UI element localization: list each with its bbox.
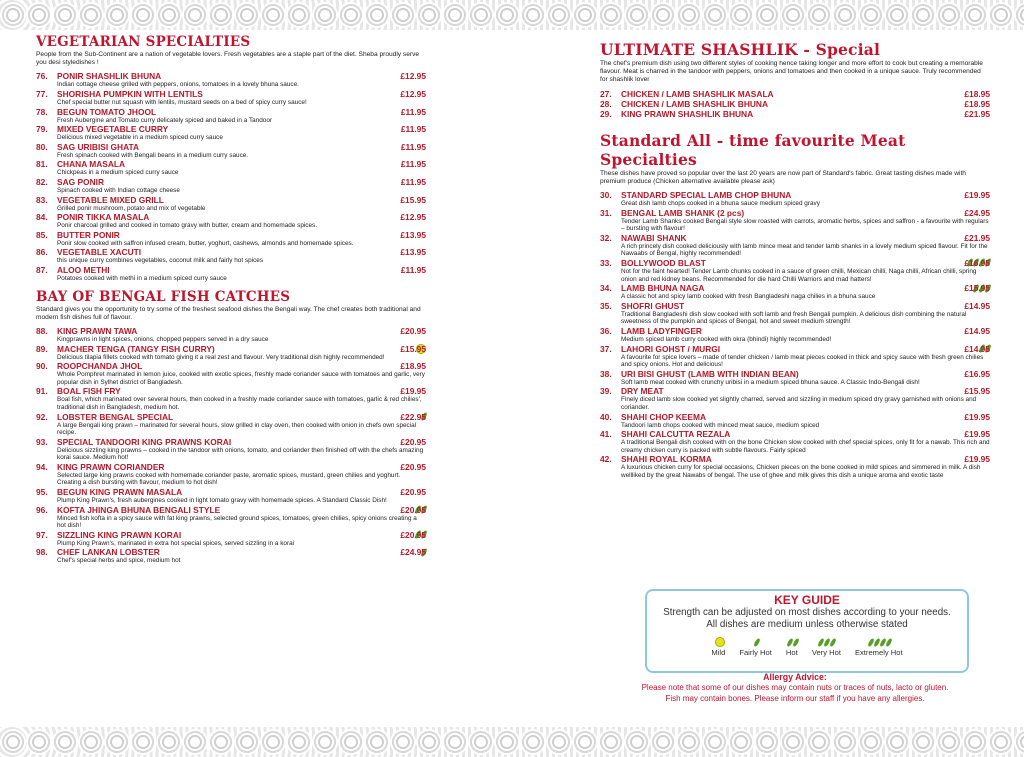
item-name: KING PRAWN CORIANDER xyxy=(57,461,165,472)
item-price: £18.95 xyxy=(964,88,990,99)
item-name: LOBSTER BENGAL SPECIAL xyxy=(57,411,174,422)
allergy-title: Allergy Advice: xyxy=(763,672,827,682)
item-description: Fresh spinach cooked with Bengali beans in a medium curry sauce. xyxy=(57,151,249,159)
vegetarian-title: VEGETARIAN SPECIALTIES xyxy=(36,34,251,50)
item-description: A favourite for spice lovers – made of tender chicken / lamb meat pieces cooked in thick and spicy sauce with fresh green chilies and spicy onions. Hot and delicious! xyxy=(621,353,984,369)
item-price: £15.95 xyxy=(400,343,426,354)
menu-item xyxy=(36,89,426,107)
item-number: 90. xyxy=(36,361,48,372)
item-price: £14.95 xyxy=(964,343,990,354)
item-name: PONIR TIKKA MASALA xyxy=(57,212,150,223)
item-number: 76. xyxy=(36,71,48,82)
item-price: £20.95 xyxy=(400,461,426,472)
bottom-decorative-border xyxy=(0,727,1024,757)
key-guide-levels xyxy=(647,636,967,657)
menu-item xyxy=(600,283,990,301)
menu-item xyxy=(36,412,426,437)
item-number: 88. xyxy=(36,325,48,336)
key-guide-box xyxy=(645,589,969,673)
item-description: Chef's special herbs and spice, medium hot xyxy=(57,557,181,565)
item-name: KING PRAWN SHASHLIK BHUNA xyxy=(621,108,754,119)
item-name: SAG PONIR xyxy=(57,176,104,187)
item-name: CHICKEN / LAMB SHASHLIK MASALA xyxy=(621,88,774,99)
item-number: 85. xyxy=(36,229,48,240)
item-name: BENGAL LAMB SHANK (2 pcs) xyxy=(621,207,745,218)
item-name: VEGETABLE XACUTI xyxy=(57,247,142,258)
item-price: £20.95 xyxy=(400,325,426,336)
item-number: 36. xyxy=(600,325,612,336)
item-description: A classic hot and spicy lamb cooked with fresh Bangladeshi naga chilies in a bhuna sauce xyxy=(621,293,876,301)
item-price: £14.95 xyxy=(964,325,990,336)
key-guide-line-2: All dishes are medium unless otherwise stated xyxy=(706,619,908,630)
item-number: 32. xyxy=(600,232,612,243)
menu-item xyxy=(600,344,990,369)
item-price: £21.95 xyxy=(964,232,990,243)
item-price: £15.95 xyxy=(964,283,990,294)
item-name: BOAL FISH FRY xyxy=(57,386,121,397)
item-number: 96. xyxy=(36,504,48,515)
key-guide-title: KEY GUIDE xyxy=(774,593,840,607)
shashlik-title: ULTIMATE SHASHLIK - Special xyxy=(600,40,881,59)
item-description: Delicious tilapia fillets cooked with tomato giving it a real zest and flavour. Very traditional dish highly recommended! xyxy=(57,353,385,361)
item-number: 94. xyxy=(36,461,48,472)
item-name: SHAHI CHOP KEEMA xyxy=(621,411,707,422)
item-price: £20.95 xyxy=(400,529,426,540)
menu-item xyxy=(36,386,426,411)
item-description: A rich princely dish cooked deliciously with lamb mince meat and tender lamb shanks in a lovely medium spiced flavour. Fit for the Nawaabs of Bengal, highly recommended! xyxy=(621,242,988,258)
item-number: 87. xyxy=(36,264,48,275)
item-number: 41. xyxy=(600,429,612,440)
menu-item xyxy=(600,386,990,411)
item-number: 27. xyxy=(600,88,612,99)
item-description: A luxurious chicken curry for special occasions, Chicken pieces on the bone cooked in mild spices and simmered in milk. A dish wellliked by the great Nawabs of bengal. The use of ghee and milk gives this dish a unique aroma and exotic taste xyxy=(621,464,981,479)
item-name: LAMB BHUNA NAGA xyxy=(621,283,705,294)
item-price: £11.95 xyxy=(400,141,426,152)
menu-item xyxy=(36,462,426,487)
item-number: 79. xyxy=(36,124,48,135)
item-price: £21.95 xyxy=(964,108,990,119)
menu-item xyxy=(600,233,990,258)
menu-item xyxy=(36,107,426,125)
allergy-advice xyxy=(600,672,990,704)
item-description: Delicious sizzling king prawns – cooked in the tandoor with onions, tomato, and coriander then finished off with the chefs amazing korai sauce. Medium hot! xyxy=(57,446,424,462)
menu-item xyxy=(600,412,990,430)
item-number: 89. xyxy=(36,343,48,354)
item-name: STANDARD SPECIAL LAMB CHOP BHUNA xyxy=(621,190,792,201)
item-price: £12.95 xyxy=(400,89,426,99)
item-number: 77. xyxy=(36,89,48,99)
item-description: Fresh Aubergine and Tomato curry delicately spiced and baked in a Tandoor xyxy=(57,116,273,124)
item-description: Chef special butter nut squash with lentils, mustard seeds on a bed of spicy curry sauce! xyxy=(57,99,307,106)
item-name: MIXED VEGETABLE CURRY xyxy=(57,124,169,135)
menu-item xyxy=(600,326,990,344)
key-level-extremely-hot: Extremely Hot xyxy=(855,636,903,657)
menu-item xyxy=(600,454,990,479)
item-number: 37. xyxy=(600,343,612,354)
item-number: 97. xyxy=(36,529,48,540)
item-name: MACHER TENGA (TANGY FISH CURRY) xyxy=(57,343,215,354)
item-name: SPECIAL TANDOORI KING PRAWNS KORAI xyxy=(57,436,232,447)
item-number: 35. xyxy=(600,300,612,311)
item-price: £20.95 xyxy=(400,436,426,447)
item-name: SIZZLING KING PRAWN KORAI xyxy=(57,529,182,540)
item-number: 80. xyxy=(36,141,48,152)
item-number: 93. xyxy=(36,436,48,447)
item-price: £13.95 xyxy=(400,247,426,258)
item-price: £22.95 xyxy=(400,411,426,422)
chili-icon-4 xyxy=(867,636,891,648)
item-description: Spinach cooked with Indian cottage cheese xyxy=(57,186,180,194)
mild-dot-icon xyxy=(715,637,725,647)
item-number: 33. xyxy=(600,257,612,268)
menu-item xyxy=(600,301,990,326)
vegetarian-intro: People from the Sub-Continent are a nation of vegetable lovers. Fresh vegetables are a staple part of the diet. Sheba proudly serve you desi styledishes ! xyxy=(36,51,420,67)
fish-title: BAY OF BENGAL FISH CATCHES xyxy=(36,288,291,305)
menu-item xyxy=(36,142,426,160)
item-description: Tandoori lamb chops cooked with minced meat sauce, medium spiced xyxy=(621,421,820,429)
item-name: CHANA MASALA xyxy=(57,159,126,170)
menu-item xyxy=(36,530,426,548)
item-description: Ponir slow cooked with saffron infused cream, butter, yoghurt, cashews, almonds and homemade spices. xyxy=(57,239,354,247)
item-name: SHORISHA PUMPKIN WITH LENTILS xyxy=(57,89,203,99)
item-name: ALOO METHI xyxy=(57,264,110,275)
menu-item xyxy=(600,190,990,208)
item-description: Chickpeas in a medium spiced curry sauce xyxy=(57,169,179,177)
item-name: BEGUN KING PRAWN MASALA xyxy=(57,487,183,498)
item-description: Grilled ponir mushroom, potato and mix of vegetable xyxy=(57,204,206,212)
item-name: LAHORI GOHST / MURGI xyxy=(621,343,721,354)
item-description: Indian cottage cheese grilled with peppers, onions, tomatoes in a lovely bhuna sauce. xyxy=(57,81,299,89)
item-number: 34. xyxy=(600,283,612,294)
item-price: £16.95 xyxy=(964,257,990,268)
item-number: 31. xyxy=(600,207,612,218)
item-description: this unique curry combines vegetables, coconut milk and fairly hot spices xyxy=(57,257,264,265)
item-name: URI BISI GHUST (LAMB WITH INDIAN BEAN) xyxy=(621,368,799,379)
item-price: £20.95 xyxy=(400,504,426,515)
menu-item xyxy=(36,212,426,230)
item-name: CHICKEN / LAMB SHASHLIK BHUNA xyxy=(621,98,769,109)
key-level-fairly-hot: Fairly Hot xyxy=(739,636,772,657)
item-description: Plump King Prawn's, marinated in extra hot special spices, served sizzling in a korai xyxy=(57,539,295,547)
item-price: £12.95 xyxy=(400,71,426,82)
menu-item xyxy=(600,258,990,283)
item-description: Great dish lamb chops cooked in a bhuna sauce medium spiced gravy xyxy=(621,200,820,208)
menu-item xyxy=(36,195,426,213)
item-description: Selected large king prawns cooked with homemade coriander paste, aromatic spices, mustard, green chilies and yoghurt. Creating a dish bursting with flavour, medium to hot dish! xyxy=(57,471,401,487)
item-name: SHOFRI GHUST xyxy=(621,300,685,311)
menu-item xyxy=(36,487,426,505)
menu-item xyxy=(36,71,426,89)
item-description: Kingprawns in light spices, onions, chopped peppers served in a dry sauce xyxy=(57,335,269,343)
item-number: 81. xyxy=(36,159,48,170)
meat-list xyxy=(600,190,990,479)
item-name: SHAHI ROYAL KORMA xyxy=(621,454,712,465)
item-name: KOFTA JHINGA BHUNA BENGALI STYLE xyxy=(57,504,221,515)
item-number: 84. xyxy=(36,212,48,223)
item-number: 78. xyxy=(36,106,48,117)
item-price: £11.95 xyxy=(400,124,426,135)
item-name: KING PRAWN TAWA xyxy=(57,325,138,336)
item-number: 38. xyxy=(600,368,612,379)
right-column xyxy=(600,40,990,479)
item-price: £15.95 xyxy=(400,194,426,205)
menu-item xyxy=(600,89,990,99)
item-name: SAG URIBISI GHATA xyxy=(57,141,140,152)
item-name: VEGETABLE MIXED GRILL xyxy=(57,194,164,205)
item-description: Not for the faint hearted! Tender Lamb chunks cooked in a sauce of green chilli, Mexican chilli, Naga chilli, African chilli, spring onion and red kidney beans. Recommended for die hard Chilli Warriors and mad hatters! xyxy=(621,267,977,283)
meat-intro: These dishes have proved so popular over the last 20 years are now part of Standard's fabric. Great tasting dishes made with premium produce (Chicken alternative available please ask) xyxy=(600,169,966,185)
allergy-line-1: Please note that some of our dishes may contain nuts or traces of nuts, lacto or gluten. xyxy=(641,683,949,692)
shashlik-list xyxy=(600,89,990,119)
left-column xyxy=(36,34,426,565)
item-description: Potatoes cooked with methi in a medium spiced curry sauce xyxy=(57,274,227,282)
item-number: 42. xyxy=(600,454,612,465)
item-price: £14.95 xyxy=(964,300,990,311)
fish-list xyxy=(36,326,426,565)
item-name: BOLLYWOOD BLAST xyxy=(621,257,706,268)
item-price: £24.95 xyxy=(964,207,990,218)
item-price: £12.95 xyxy=(400,212,426,223)
chili-icon-2 xyxy=(786,636,798,648)
item-name: LAMB LADYFINGER xyxy=(621,325,702,336)
menu-item xyxy=(36,361,426,386)
chili-icon-3 xyxy=(817,636,835,648)
item-price: £18.95 xyxy=(400,361,426,372)
item-price: £19.95 xyxy=(964,454,990,465)
item-price: £20.95 xyxy=(400,487,426,498)
item-description: Soft lamb meat cooked with crunchy uribisi in a medium spiced bhuna sauce. A Classic Indo-Bengali dish! xyxy=(621,378,920,386)
item-number: 95. xyxy=(36,487,48,498)
menu-item xyxy=(600,429,990,454)
item-name: ROOPCHANDA JHOL xyxy=(57,361,143,372)
vegetarian-list xyxy=(36,71,426,282)
menu-item xyxy=(600,369,990,387)
item-number: 40. xyxy=(600,411,612,422)
menu-item xyxy=(600,109,990,119)
menu-item xyxy=(36,265,426,283)
key-level-hot: Hot xyxy=(786,636,798,657)
item-price: £11.95 xyxy=(400,264,426,275)
key-level-very-hot: Very Hot xyxy=(812,636,841,657)
item-description: Ponir charcoal grilled and cooked in tomato gravy with butter, cream and homemade spices. xyxy=(57,222,318,230)
item-description: Boal fish, which marinated over several hours, then cooked in a freshly made coriander sauce with tomatoes, garlic & red chilies', traditional dish in Bangladesh, medium hot. xyxy=(57,396,422,411)
item-number: 39. xyxy=(600,386,612,397)
item-price: £16.95 xyxy=(964,368,990,379)
item-price: £19.95 xyxy=(964,429,990,440)
menu-item xyxy=(36,326,426,344)
meat-title: Standard All - time favourite Meat Specialties xyxy=(600,130,906,169)
menu-item xyxy=(36,124,426,142)
item-description: Tender Lamb Shanks cooked Bengali style slow roasted with carrots, aromatic herbs, spices and saffron - a favourite with regulars – bursting with flavour! xyxy=(621,217,989,233)
item-description: Plump King Prawn's, fresh aubergines cooked in light tomato gravy with homemade spices. A Standard Classic Dish! xyxy=(57,497,387,505)
menu-item xyxy=(36,247,426,265)
item-price: £13.95 xyxy=(400,229,426,240)
item-price: £11.95 xyxy=(400,159,426,170)
fish-intro: Standard gives you the opportunity to try some of the freshest seafood dishes the Bengali way. The chef creates both traditional and modern fish dishes full of flavour. xyxy=(36,305,421,321)
chili-icon-1 xyxy=(753,636,759,648)
item-number: 92. xyxy=(36,411,48,422)
item-number: 82. xyxy=(36,176,48,187)
menu-item xyxy=(36,505,426,530)
item-price: £19.95 xyxy=(400,386,426,397)
shashlik-intro: The chef's premium dish using two different styles of cooking hence taking longer and more effort to cook but creating a memorable flavour. Meat is charred in the tandoor with peppers, onions and tomatoes and then cooked in a unique sauce. Truly recommended for shashlik lover xyxy=(600,60,983,84)
menu-item xyxy=(600,99,990,109)
item-number: 29. xyxy=(600,108,612,119)
item-description: A traditional Bengali dish cooked with on the bone Chicken slow cooked with chef special spices, only fit for a nawab. This rich and creamy chicken curry is packed with subtle flavours. Fairly spiced xyxy=(621,439,990,454)
item-name: BUTTER PONIR xyxy=(57,229,120,240)
item-number: 91. xyxy=(36,386,48,397)
item-description: Traditional Bangladeshi dish slow cooked with soft lamb and fresh Bengali pumpkin. A delicious dish combining the natural sweetness of the pumpkin and spices of Bengal, hot and sweet medium strength! xyxy=(621,310,967,326)
menu-item xyxy=(36,177,426,195)
item-description: Delicious mixed vegetable in a medium spiced curry sauce xyxy=(57,134,223,142)
item-name: DRY MEAT xyxy=(621,386,664,397)
item-price: £15.95 xyxy=(964,386,990,397)
item-price: £19.95 xyxy=(964,411,990,422)
item-price: £19.95 xyxy=(964,190,990,201)
menu-item xyxy=(36,547,426,565)
menu-item xyxy=(600,208,990,233)
item-price: £11.95 xyxy=(400,106,426,117)
item-number: 86. xyxy=(36,247,48,258)
item-price: £11.95 xyxy=(400,176,426,187)
menu-item xyxy=(36,344,426,362)
item-description: Finely diced lamb slow cooked yet slightly charred, served and sizzling in medium spiced dry gravy garnished with onions and coriander. xyxy=(621,396,977,411)
item-price: £24.95 xyxy=(400,547,426,558)
item-name: NAWABI SHANK xyxy=(621,232,687,243)
item-number: 83. xyxy=(36,194,48,205)
allergy-line-2: Fish may contain bones. Please inform our staff if you have any allergies. xyxy=(665,694,925,703)
item-name: BEGUN TOMATO JHOOL xyxy=(57,106,157,117)
item-description: Minced fish kofta in a spicy sauce with fat king prawns, selected ground spices, tomatoes, green chilies, spicy onions creating a hot dish! xyxy=(57,514,417,530)
item-price: £18.95 xyxy=(964,98,990,109)
menu-item xyxy=(36,159,426,177)
item-description: Whole Pomphret marinated in lemon juice, cooked with exotic spices, freshly made coriander sauce with tomatoes and garlic, very popular dish in Sylhet district of Bangladesh. xyxy=(57,371,425,386)
item-number: 98. xyxy=(36,547,48,558)
item-number: 28. xyxy=(600,98,612,109)
item-number: 30. xyxy=(600,190,612,201)
item-description: Medium spiced lamb curry cooked with okra (bhindi) highly recommended! xyxy=(621,335,832,343)
item-name: PONIR SHASHLIK BHUNA xyxy=(57,71,162,82)
menu-item xyxy=(36,437,426,462)
key-guide-line-1: Strength can be adjusted on most dishes according to your needs. xyxy=(663,607,951,618)
item-name: CHEF LANKAN LOBSTER xyxy=(57,547,160,558)
key-level-mild: Mild xyxy=(711,636,725,657)
item-description: A large Bengali king prawn – marinated for several hours, slow grilled in clay oven, then cooked with onion in chefs own special recipe. xyxy=(57,421,417,437)
top-decorative-border xyxy=(0,0,1024,30)
menu-item xyxy=(36,230,426,248)
item-name: SHAHI CALCUTTA REZALA xyxy=(621,429,731,440)
